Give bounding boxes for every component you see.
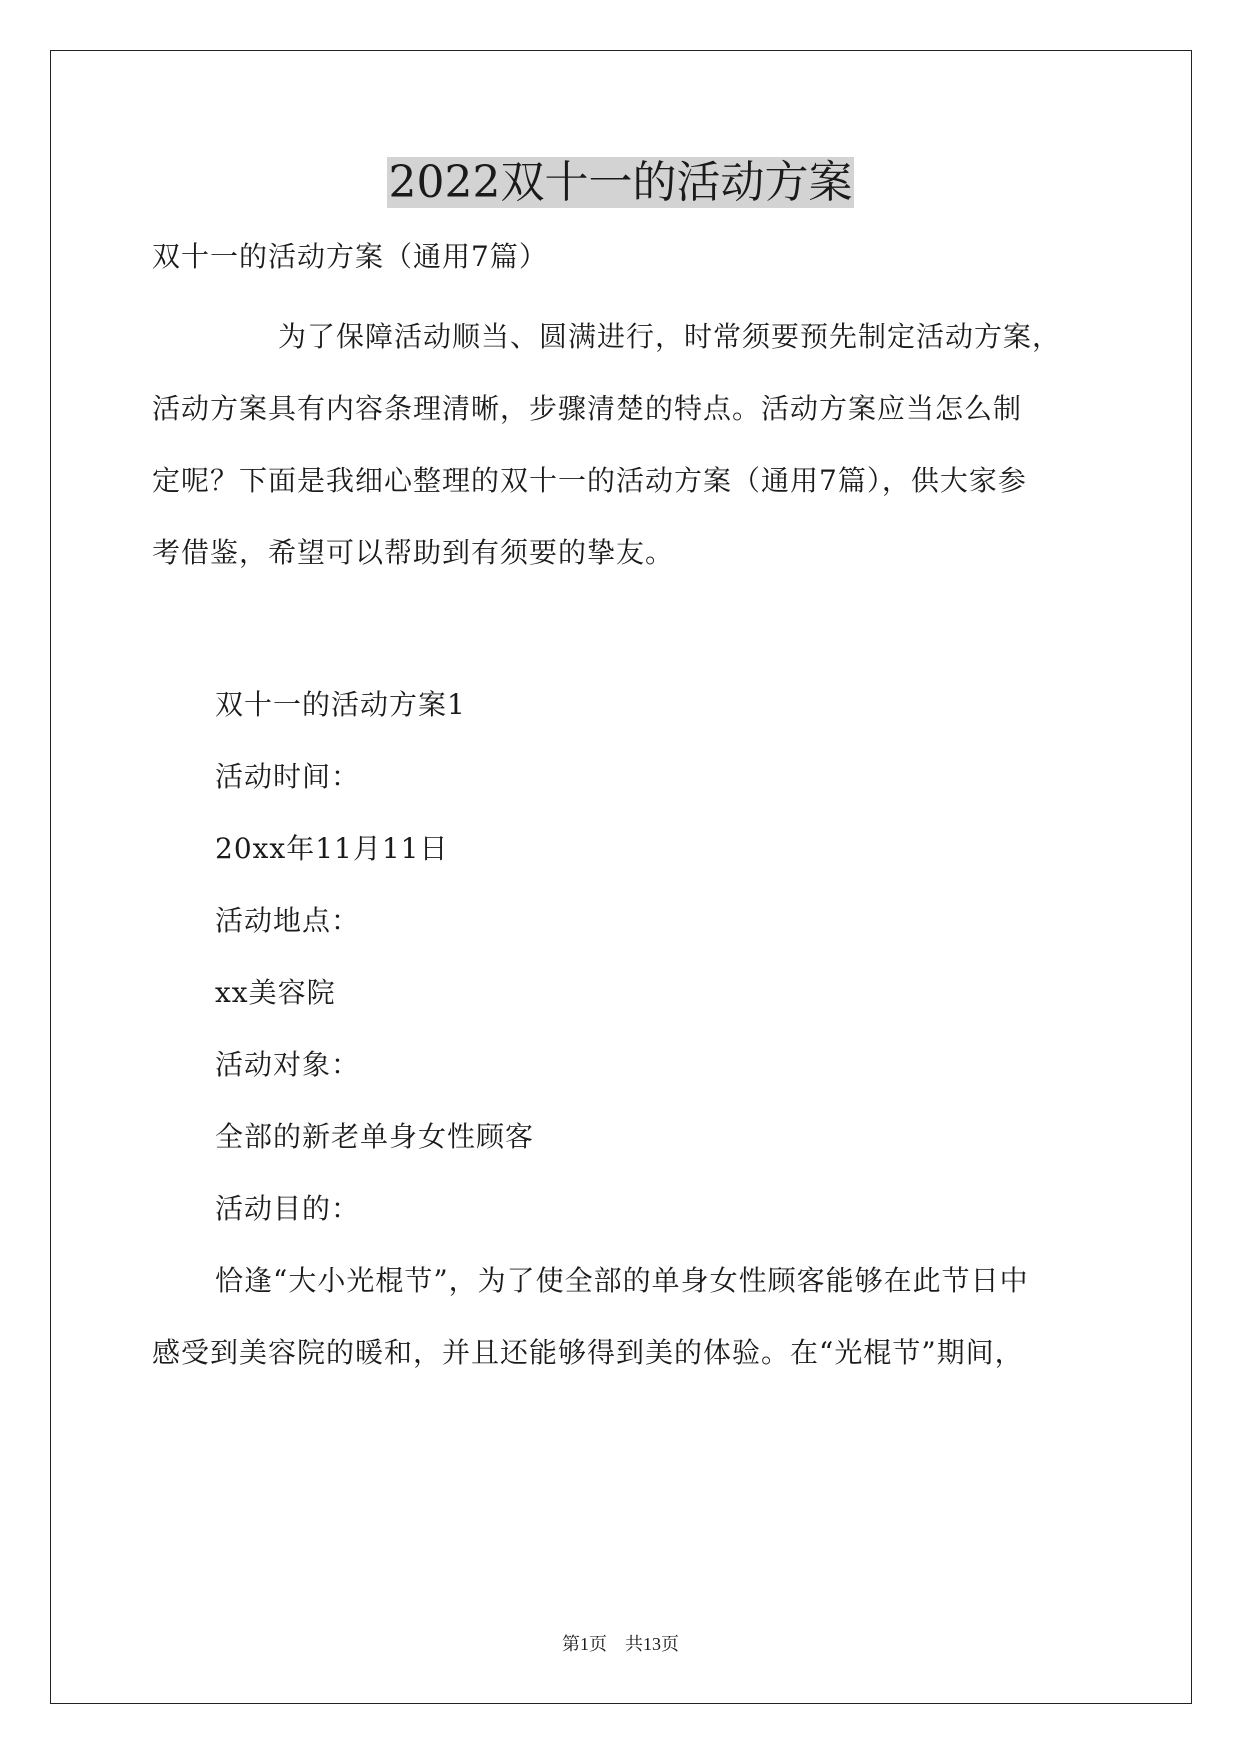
section-heading: 双十一的活动方案1 [215, 688, 466, 721]
item-label: 活动时间： [215, 760, 361, 793]
document-title: 2022双十一的活动方案 [388, 157, 853, 208]
item-label: 活动对象： [215, 1048, 361, 1081]
item-value: 20xx年11月11日 [215, 832, 449, 865]
intro-line: 定呢？下面是我细心整理的双十一的活动方案（通用7篇），供大家参 [152, 464, 1027, 497]
item-value: 全部的新老单身女性顾客 [215, 1120, 535, 1153]
intro-line: 活动方案具有内容条理清晰，步骤清楚的特点。活动方案应当怎么制 [152, 392, 1023, 425]
body-line: 恰逢“大小光棍节”，为了使全部的单身女性顾客能够在此节日中 [215, 1264, 1029, 1297]
body-line: 感受到美容院的暖和，并且还能够得到美的体验。在“光棍节”期间， [152, 1336, 1024, 1369]
item-label: 活动目的： [215, 1192, 361, 1225]
intro-line: 为了保障活动顺当、圆满进行，时常须要预先制定活动方案， [278, 320, 1062, 353]
item-value: xx美容院 [215, 976, 336, 1009]
page-number: 第1页 共13页 [562, 1634, 679, 1654]
document-subtitle: 双十一的活动方案（通用7篇） [152, 240, 548, 273]
page-border [50, 50, 1192, 1704]
intro-line: 考借鉴，希望可以帮助到有须要的挚友。 [152, 536, 675, 569]
item-label: 活动地点： [215, 904, 361, 937]
